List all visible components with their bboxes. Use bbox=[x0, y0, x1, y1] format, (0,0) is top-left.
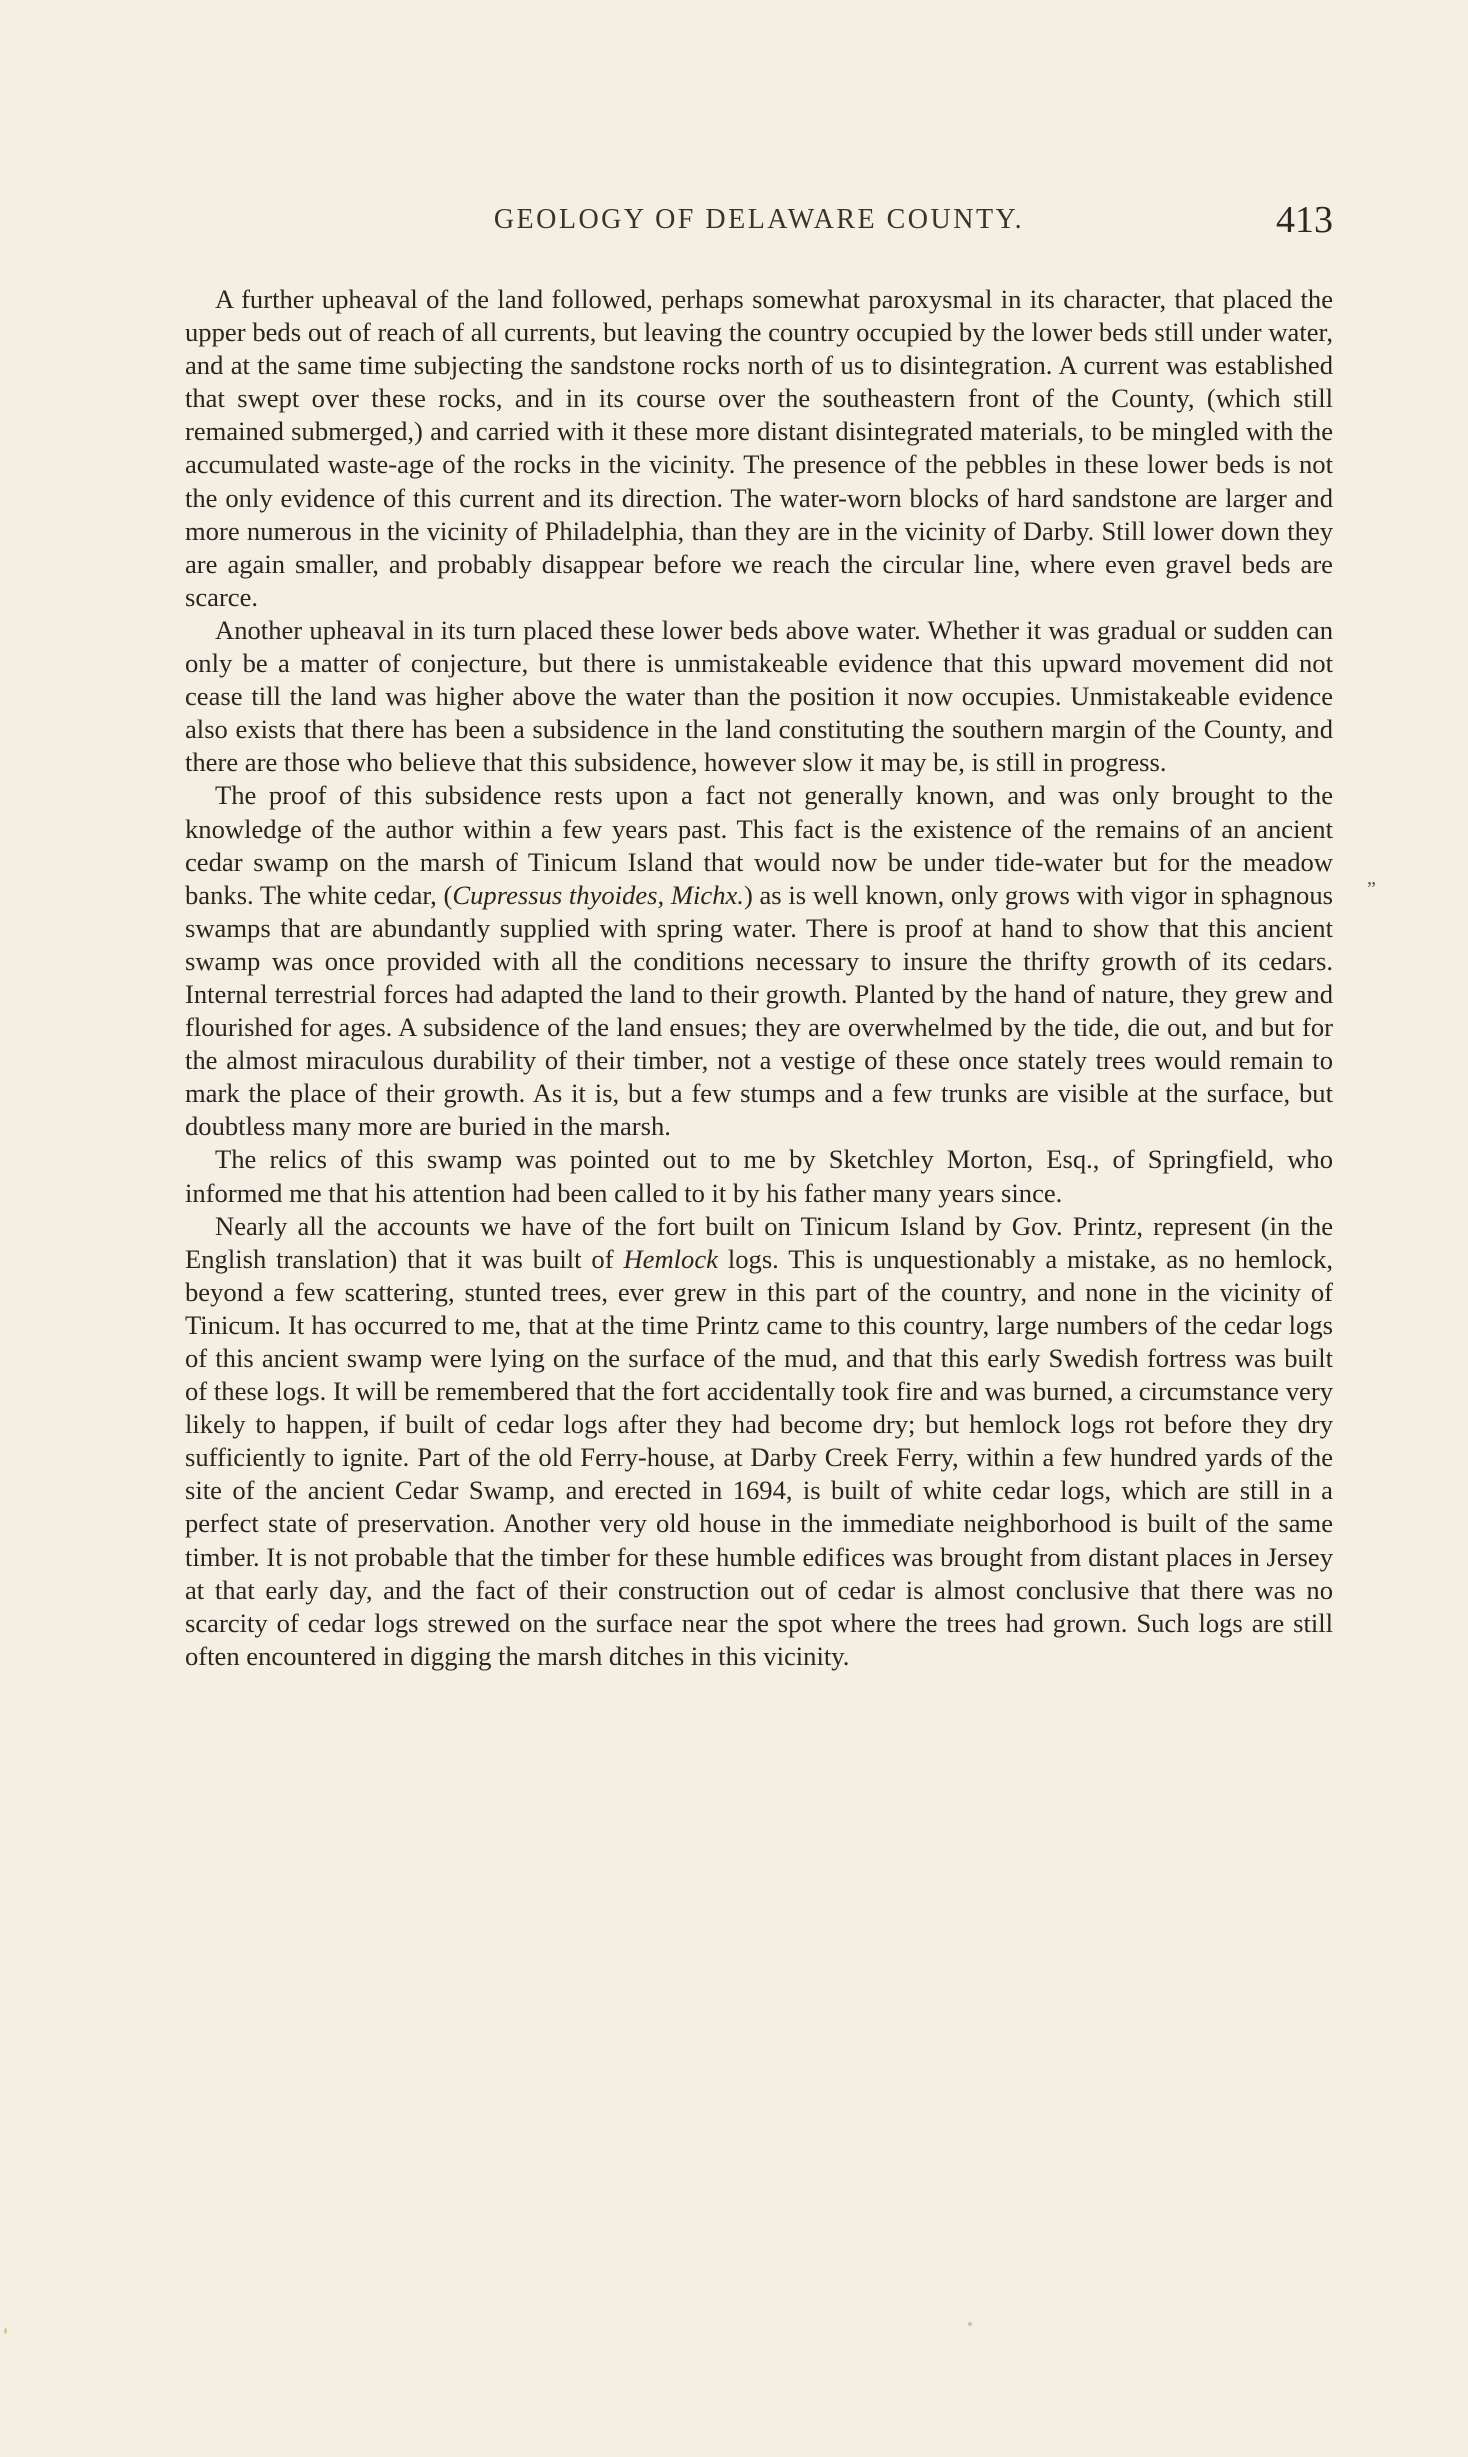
margin-mark: ” bbox=[1367, 878, 1376, 900]
paragraph-3 bbox=[185, 779, 1333, 1143]
paper-speck bbox=[968, 2322, 972, 2326]
paragraph-5-text-after: logs. This is unquestionably a mistake, as no hemlock, beyond a few scattering, stunted trees, ever grew in this part of the country, and none in the vicinity of Tinicum. It has occurred to me, that at the time Printz came to this country, large numbers of the cedar logs of this ancient swamp were lying on the surface of the mud, and that this early Swedish fortress was built of these logs. It will be remembered that the fort accidentally took fire and was burned, a circumstance very likely to happen, if built of cedar logs after they had become dry; but hemlock logs rot before they dry sufficiently to ignite. Part of the old Ferry-house, at Darby Creek Ferry, within a few hundred yards of the site of the ancient Cedar Swamp, and erected in 1694, is built of white cedar logs, which are still in a perfect state of preservation. Another very old house in the immediate neighborhood is built of the same timber. It is not probable that the timber for these humble edifices was brought from distant places in Jersey at that early day, and the fact of their construction out of cedar is almost conclusive that there was no scarcity of cedar logs strewed on the surface near the spot where the trees had grown. Such logs are still often encountered in digging the marsh ditches in this vicinity. bbox=[185, 1243, 1334, 1671]
body-text bbox=[185, 283, 1333, 1673]
paragraph-1 bbox=[185, 283, 1333, 614]
paragraph-4-text: The relics of this swamp was pointed out to me by Sketchley Morton, Esq., of Springfield, who informed me that his attention had been called to it by his father many years since. bbox=[185, 1144, 1333, 1208]
species-name-italic: Cupressus thyoides, Michx. bbox=[452, 879, 744, 910]
paragraph-5 bbox=[185, 1210, 1333, 1673]
paragraph-3-text-after: ) as is well known, only grows with vigor in sphagnous swamps that are abundantly supplied with spring water. There is proof at hand to show that this ancient swamp was once provided with all the conditions necessary to insure the thrifty growth of its cedars. Internal terrestrial forces had adapted the land to their growth. Planted by the hand of nature, they grew and flourished for ages. A subsidence of the land ensues; they are overwhelmed by the tide, die out, and but for the almost miraculous durability of their timber, not a vestige of these once stately trees would remain to mark the place of their growth. As it is, but a few stumps and a few trunks are visible at the surface, but doubtless many more are buried in the marsh. bbox=[185, 879, 1333, 1142]
paragraph-2 bbox=[185, 614, 1333, 779]
paragraph-1-text: A further upheaval of the land followed, perhaps somewhat paroxysmal in its character, that placed the upper beds out of reach of all currents, but leaving the country occupied by the lower beds still under water, and at the same time subjecting the sandstone rocks north of us to disintegration. A current was established that swept over these rocks, and in its course over the southeastern front of the County, (which still remained submerged,) and carried with it these more distant disintegrated materials, to be mingled with the accumulated waste-age of the rocks in the vicinity. The presence of the pebbles in these lower beds is not the only evidence of this current and its direction. The water-worn blocks of hard sandstone are larger and more numerous in the vicinity of Philadelphia, than they are in the vicinity of Darby. Still lower down they are again smaller, and probably disappear before we reach the circular line, where even gravel beds are scarce. bbox=[185, 284, 1333, 612]
paragraph-4 bbox=[185, 1143, 1333, 1209]
running-title: GEOLOGY OF DELAWARE COUNTY. bbox=[493, 204, 1025, 235]
paper-speck bbox=[4, 2328, 7, 2334]
paragraph-2-text: Another upheaval in its turn placed these lower beds above water. Whether it was gradual or sudden can only be a matter of conjecture, but there is unmistakeable evidence that this upward movement did not cease till the land was higher above the water than the position it now occupies. Unmistakeable evidence also exists that there has been a subsidence in the land constituting the southern margin of the County, and there are those who believe that this subsidence, however slow it may be, is still in progress. bbox=[185, 614, 1333, 778]
running-head bbox=[185, 198, 1333, 244]
hemlock-italic: Hemlock bbox=[623, 1243, 718, 1274]
paragraph-3-text-before: The proof of this subsidence rests upon a fact not generally known, and was only brought to the knowledge of the author within a few years past. This fact is the existence of the remains of an ancient cedar swamp on the marsh of Tinicum Island that would now be under tide-water but for the meadow banks. The white cedar, ( bbox=[185, 780, 1333, 910]
page-number: 413 bbox=[1276, 199, 1333, 241]
paragraph-5-text-before: Nearly all the accounts we have of the fort built on Tinicum Island by Gov. Printz, represent (in the English translation) that it was built of bbox=[185, 1210, 1333, 1274]
